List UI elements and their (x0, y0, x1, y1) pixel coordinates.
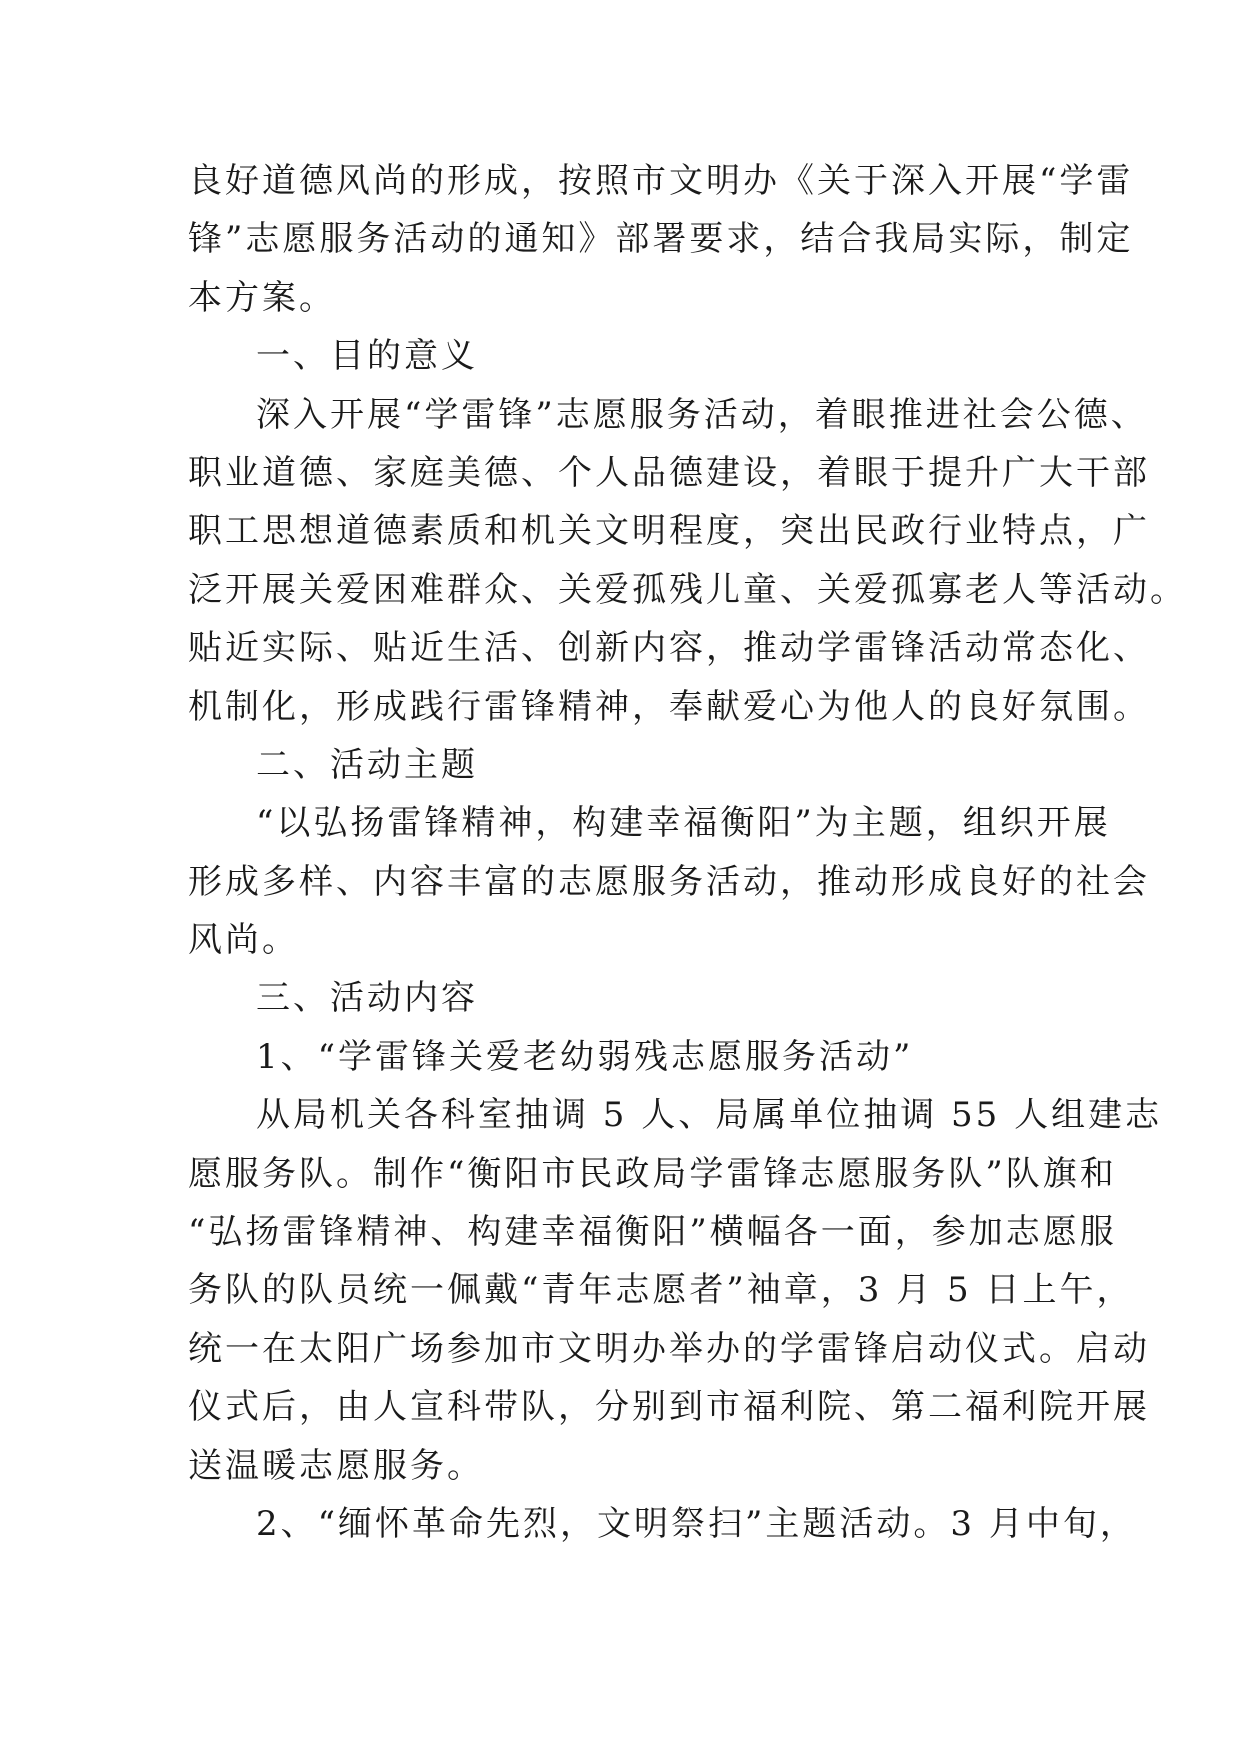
text-line: 泛开展关爱困难群众、关爱孤残儿童、关爱孤寡老人等活动。 (188, 569, 1187, 610)
text-line: 职业道德、家庭美德、个人品德建设，着眼于提升广大干部 (188, 452, 1150, 493)
text-line: 送温暖志愿服务。 (188, 1445, 484, 1486)
subsection-heading: 2、“缅怀革命先烈，文明祭扫”主题活动。3 月中旬， (256, 1503, 1137, 1544)
text-line: 仪式后，由人宣科带队，分别到市福利院、第二福利院开展 (188, 1387, 1150, 1428)
text-line: 本方案。 (188, 277, 336, 318)
text-line: 贴近实际、贴近生活、创新内容，推动学雷锋活动常态化、 (188, 628, 1150, 669)
text-line: 良好道德风尚的形成，按照市文明办《关于深入开展“学雷 (188, 161, 1134, 201)
text-line: “以弘扬雷锋精神，构建幸福衡阳”为主题，组织开展 (256, 803, 1111, 844)
text-line: 统一在太阳广场参加市文明办举办的学雷锋启动仪式。启动 (188, 1328, 1150, 1369)
text-line: “弘扬雷锋精神、构建幸福衡阳”横幅各一面，参加志愿服 (188, 1212, 1117, 1253)
subsection-heading: 1、“学雷锋关爱老幼弱残志愿服务活动” (256, 1036, 914, 1077)
text-line: 锋”志愿服务活动的通知》部署要求，结合我局实际，制定 (188, 219, 1134, 260)
text-line: 风尚。 (188, 920, 299, 961)
text-line: 从局机关各科室抽调 5 人、局属单位抽调 55 人组建志 (256, 1095, 1163, 1136)
text-line: 深入开展“学雷锋”志愿服务活动，着眼推进社会公德、 (256, 394, 1148, 435)
text-line: 机制化，形成践行雷锋精神，奉献爱心为他人的良好氛围。 (188, 686, 1150, 727)
section-heading: 二、活动主题 (256, 744, 478, 785)
section-heading: 三、活动内容 (256, 978, 478, 1019)
text-line: 愿服务队。制作“衡阳市民政局学雷锋志愿服务队”队旗和 (188, 1153, 1117, 1194)
text-line: 职工思想道德素质和机关文明程度，突出民政行业特点，广 (188, 511, 1150, 552)
document-body (188, 152, 1187, 1553)
text-line: 务队的队员统一佩戴“青年志愿者”袖章，3 月 5 日上午， (188, 1270, 1134, 1311)
text-line: 形成多样、内容丰富的志愿服务活动，推动形成良好的社会 (188, 861, 1150, 902)
section-heading: 一、目的意义 (256, 336, 478, 377)
